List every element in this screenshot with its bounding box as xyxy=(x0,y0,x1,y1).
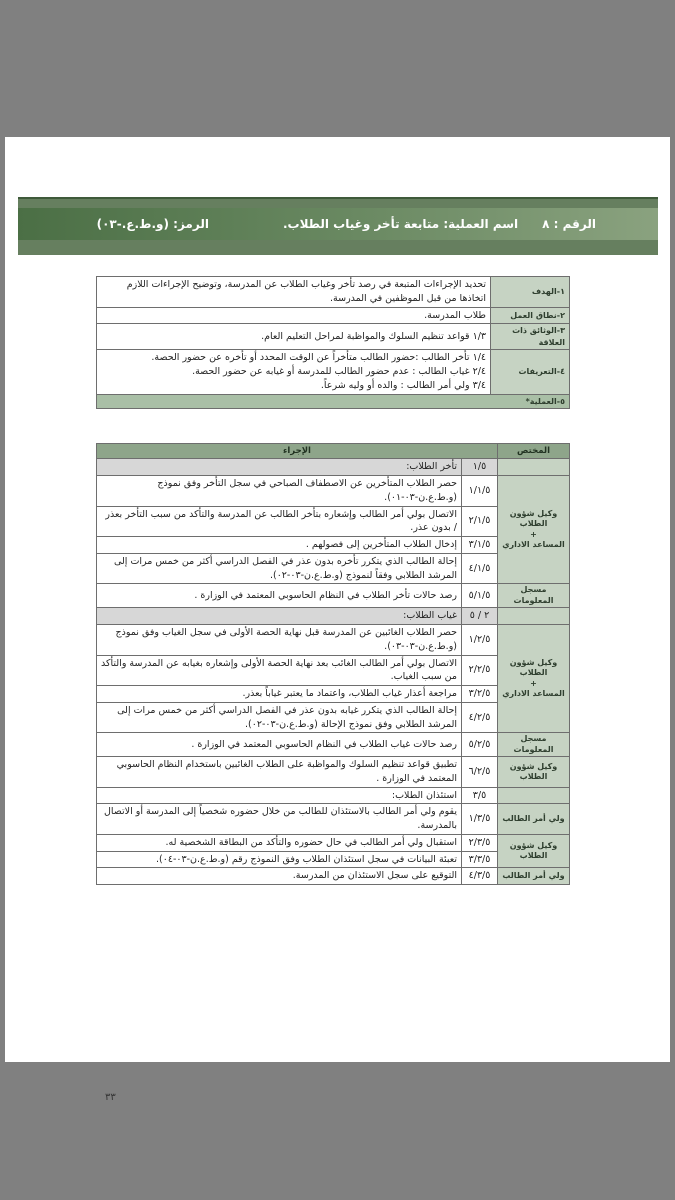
info-label: ٣-الوثائق ذات العلاقة xyxy=(491,324,570,350)
procedure-header: الإجراء xyxy=(97,444,498,459)
table-row xyxy=(97,868,570,885)
process-name: اسم العملية: متابعة تأخر وغياب الطلاب. xyxy=(282,217,519,231)
row-text: استقبال ولي أمر الطالب في حال حضوره والتأكد من البطاقة الشخصية له. xyxy=(97,834,462,851)
info-text: طلاب المدرسة. xyxy=(97,307,491,324)
row-number: ٤/٢/٥ xyxy=(462,702,498,733)
row-number: ٢/١/٥ xyxy=(462,506,498,537)
definition-line: ٣/٤ ولي أمر الطالب : والده أو وليه شرعاً. xyxy=(320,380,486,392)
row-number: ٣/٢/٥ xyxy=(462,686,498,703)
info-table xyxy=(96,276,570,409)
info-text: ١/٣ قواعد تنظيم السلوك والمواظبة لمراحل التعليم العام. xyxy=(97,324,491,350)
row-number: ٤/١/٥ xyxy=(462,553,498,584)
owner-cell: وكيل شؤون الطلاب + المساعد الاداري xyxy=(498,624,570,732)
row-text: غياب الطلاب: xyxy=(97,608,462,625)
row-text: إحالة الطالب الذي يتكرر غيابه بدون عذر في الفصل الدراسي أكثر من خمس مرات إلى المرشد الطلابي وفق نموذج الإحالة (و.ط.ع.ن-٠٣-٠٢). xyxy=(97,702,462,733)
info-text xyxy=(97,350,491,394)
table-row xyxy=(97,733,570,757)
row-number: ٢/٢/٥ xyxy=(462,655,498,686)
row-number: ٢ / ٥ xyxy=(462,608,498,625)
table-row xyxy=(97,834,570,851)
section-row xyxy=(97,459,570,476)
owner-cell: مسجل المعلومات xyxy=(498,584,570,608)
row-number: ٣/٥ xyxy=(462,787,498,804)
info-row-goal xyxy=(97,277,570,308)
row-text: يقوم ولي أمر الطالب بالاستئذان للطالب من خلال حضوره شخصياً إلى المدرسة أو الاتصال بالمدرسة. xyxy=(97,804,462,835)
table-row xyxy=(97,476,570,507)
process-table xyxy=(96,443,570,885)
row-number: ٣/١/٥ xyxy=(462,537,498,554)
row-text: رصد حالات غياب الطلاب في النظام الحاسوبي المعتمد في الوزارة . xyxy=(97,733,462,757)
table-row xyxy=(97,804,570,835)
row-text: رصد حالات تأخر الطلاب في النظام الحاسوبي المعتمد في الوزارة . xyxy=(97,584,462,608)
row-number: ٦/٢/٥ xyxy=(462,757,498,788)
row-text: الاتصال بولي أمر الطالب الغائب بعد نهاية الحصة الأولى وإشعاره بغيابه عن المدرسة والتأكد من سبب الغياب. xyxy=(97,655,462,686)
owner-header: المختص xyxy=(498,444,570,459)
table-row xyxy=(97,584,570,608)
row-number: ٣/٣/٥ xyxy=(462,851,498,868)
owner-cell: وكيل شؤون الطلاب xyxy=(498,834,570,868)
table-row xyxy=(97,757,570,788)
row-text: تطبيق قواعد تنظيم السلوك والمواظبة على الطلاب الغائبين باستخدام النظام الحاسوبي المعتمد في الوزارة . xyxy=(97,757,462,788)
row-text: استئذان الطلاب: xyxy=(97,787,462,804)
table-row xyxy=(97,624,570,655)
title-band xyxy=(18,208,658,240)
row-number: ١/٢/٥ xyxy=(462,624,498,655)
info-row-process xyxy=(97,394,570,409)
info-row-definitions xyxy=(97,350,570,394)
row-number: ١/١/٥ xyxy=(462,476,498,507)
owner-cell: مسجل المعلومات xyxy=(498,733,570,757)
process-code: الرمز: (و.ط.ع.-٠٣) xyxy=(96,217,209,231)
definition-line: ٢/٤ غياب الطالب : عدم حضور الطالب للمدرسة أو غيابه عن حضور الحصة. xyxy=(192,366,486,378)
row-number: ٢/٣/٥ xyxy=(462,834,498,851)
definition-line: ١/٤ تأخر الطالب :حضور الطالب متأخراً عن الوقت المحدد أو تأخره عن حضور الحصة. xyxy=(151,352,486,364)
row-number: ٤/٣/٥ xyxy=(462,868,498,885)
info-label: ١-الهدف xyxy=(491,277,570,308)
owner-cell: ولي أمر الطالب xyxy=(498,804,570,835)
info-row-scope xyxy=(97,307,570,324)
row-number: ٥/١/٥ xyxy=(462,584,498,608)
owner-cell: ولي أمر الطالب xyxy=(498,868,570,885)
table-header-row xyxy=(97,444,570,459)
row-text: تعبئة البيانات في سجل استئذان الطلاب وفق النموذج رقم (و.ط.ع.ن-٠٣-٠٤). xyxy=(97,851,462,868)
info-row-docs xyxy=(97,324,570,350)
info-label: ٥-العملية* xyxy=(97,394,570,409)
section-row xyxy=(97,787,570,804)
row-text: حصر الطلاب الغائبين عن المدرسة قبل نهاية الحصة الأولى في سجل الغياب وفق نموذج (و.ط.ع.ن-٠٣-٠٣). xyxy=(97,624,462,655)
row-number: ٥/٢/٥ xyxy=(462,733,498,757)
row-text: إحالة الطالب الذي يتكرر تأخره بدون عذر في الفصل الدراسي أكثر من خمس مرات إلى المرشد الطلابي وفقاً لنموذج (و.ط.ع.ن-٠٣-٠٢). xyxy=(97,553,462,584)
info-label: ٢-نطاق العمل xyxy=(491,307,570,324)
row-text: التوقيع على سجل الاستئذان من المدرسة. xyxy=(97,868,462,885)
row-text: مراجعة أعذار غياب الطلاب، واعتماد ما يعتبر غياباً بعذر. xyxy=(97,686,462,703)
process-number: الرقم : ٨ xyxy=(542,217,596,231)
row-text: تأخر الطلاب: xyxy=(97,459,462,476)
info-label: ٤-التعريفات xyxy=(491,350,570,394)
row-number: ١/٣/٥ xyxy=(462,804,498,835)
info-text: تحديد الإجراءات المتبعة في رصد تأخر وغياب الطلاب عن المدرسة، وتوضيح الإجراءات اللازم اتخاذها من قبل الموظفين في المدرسة. xyxy=(97,277,491,308)
section-row xyxy=(97,608,570,625)
page-number: ٣٣ xyxy=(105,1092,116,1103)
row-text: الاتصال بولي أمر الطالب وإشعاره بتأخر الطالب عن المدرسة والتأكد من سبب التأخر بعذر / بدون عذر. xyxy=(97,506,462,537)
row-number: ١/٥ xyxy=(462,459,498,476)
row-text: إدخال الطلاب المتأخرين إلى فصولهم . xyxy=(97,537,462,554)
owner-cell: وكيل شؤون الطلاب xyxy=(498,757,570,788)
row-text: حصر الطلاب المتأخرين عن الاصطفاف الصباحي في سجل التأخر وفق نموذج (و.ط.ع.ن-٠٣-٠١). xyxy=(97,476,462,507)
owner-cell: وكيل شؤون الطلاب + المساعد الاداري xyxy=(498,476,570,584)
